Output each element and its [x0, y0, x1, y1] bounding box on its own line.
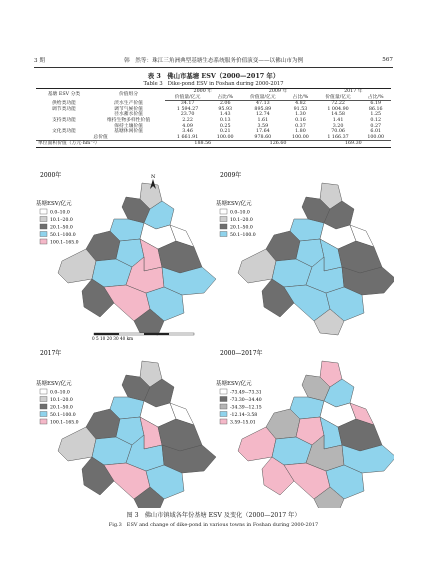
table-cell: 调节类功能	[51, 106, 76, 112]
table-cell: 保持土壤价值	[114, 123, 143, 129]
table-cell: 0.16	[295, 117, 306, 123]
map-legend	[36, 379, 79, 425]
running-title: 韩 然等：珠江三角洲典型基塘生态系统服务价值演变——以佛山市为例	[124, 58, 304, 64]
total-label: 总价值	[36, 135, 165, 141]
table-title-en: Table 3 Dike-pond ESV in Foshan during 2000-2017	[143, 81, 284, 87]
table-cell: 4.09	[182, 123, 193, 129]
table-cell: 1.30	[295, 112, 306, 118]
map-legend	[216, 379, 262, 425]
table-cell: 0.27	[370, 123, 382, 129]
running-header	[34, 55, 393, 65]
table-cell: 基塘休闲价值	[114, 129, 143, 135]
table-cell: 978.60	[240, 135, 285, 141]
legend-label: 10.1–20.0	[230, 217, 253, 223]
table-cell: 2.06	[219, 101, 231, 107]
legend-swatch	[220, 224, 227, 229]
table-cell: 2.22	[182, 117, 193, 123]
table-cell: 1.61	[257, 117, 269, 123]
col-value: 价值量/亿元	[165, 95, 210, 101]
col-share: 占比/%	[360, 95, 391, 101]
map-title: 2017年	[40, 350, 62, 357]
table-title-zh: 表 3 佛山市基塘 ESV（2000—2017 年）	[147, 72, 280, 80]
legend-swatch	[220, 412, 227, 417]
legend-label: 0.0–10.0	[50, 210, 70, 216]
issue-label: 3 期	[34, 58, 45, 64]
esv-table	[36, 88, 391, 148]
town-polygons	[58, 183, 216, 335]
legend-swatch	[220, 209, 227, 214]
legend-swatch	[40, 239, 47, 244]
legend-swatch	[40, 397, 47, 402]
legend-swatch	[40, 419, 47, 424]
table-cell: 1 004.90	[327, 106, 349, 112]
col-2009: 2009 年	[240, 89, 315, 95]
legend-swatch	[40, 209, 47, 214]
table-cell: 100.00	[360, 135, 391, 141]
legend-swatch	[40, 389, 47, 394]
table-cell: 72.22	[331, 101, 345, 107]
figure-caption-en: Fig.3 ESV and change of dike-pond in various towns in Foshan during 2000-2017	[108, 522, 319, 528]
table-cell: 3.59	[257, 123, 269, 129]
table-cell: 1.80	[295, 129, 306, 135]
table-cell: 3.46	[182, 129, 193, 135]
map-title: 2009年	[220, 172, 242, 179]
legend-swatch	[40, 412, 47, 417]
map-legend	[36, 199, 79, 245]
table-cell: 895.89	[254, 106, 272, 112]
legend-swatch	[40, 404, 47, 409]
table-cell: 14.58	[331, 112, 345, 118]
col-share: 占比/%	[210, 95, 240, 101]
table-cell: 供给类功能	[51, 100, 76, 106]
table-cell: 径水蓄水价值	[114, 112, 143, 118]
legend-label: 100.1–165.0	[50, 420, 79, 426]
town-polygons	[58, 361, 216, 508]
table-cell: 47.13	[255, 101, 270, 107]
legend-label: 10.1–20.0	[50, 397, 73, 403]
legend-swatch	[220, 397, 227, 402]
legend-label: 20.1–50.0	[50, 405, 73, 411]
map-figure	[34, 165, 394, 508]
legend-title: 基塘ESV/亿元	[36, 381, 72, 387]
legend-swatch	[220, 419, 227, 424]
map-panel	[216, 171, 394, 335]
table-cell: 3.20	[332, 123, 344, 129]
legend-label: -73.30–-34.40	[230, 397, 262, 403]
legend-label: 50.1–100.0	[50, 232, 76, 238]
legend-label: 100.1–165.0	[50, 240, 79, 246]
table-cell: 23.70	[180, 112, 195, 118]
table-cell: 调节气候价值	[114, 106, 143, 112]
legend-title: 基塘ESV/亿元	[216, 201, 252, 207]
legend-title: 基塘ESV/亿元	[36, 201, 72, 207]
legend-label: -73.49–-73.31	[230, 390, 262, 396]
legend-swatch	[220, 217, 227, 222]
col-component: 价值组分	[92, 89, 165, 101]
town-polygons	[238, 183, 394, 335]
map-panel	[36, 171, 216, 341]
table-cell: 86.16	[368, 106, 383, 112]
table-cell: 0.25	[219, 123, 231, 129]
table-cell: 4.82	[295, 101, 306, 107]
legend-swatch	[220, 404, 227, 409]
legend-label: 20.1–50.0	[230, 225, 253, 231]
legend-label: -34.39–-12.15	[230, 405, 262, 411]
table-cell: 1.25	[370, 112, 382, 118]
table-cell: 1.41	[332, 117, 344, 123]
table-cell: 17.64	[255, 129, 270, 135]
figure-caption-zh: 图 3 佛山市镇域各年份基塘 ESV 及变化（2000—2017 年）	[126, 512, 301, 519]
col-type: 基塘 ESV 分类	[36, 89, 92, 101]
map-legend	[216, 199, 256, 238]
legend-label: 50.1–100.0	[50, 412, 76, 418]
table-cell: 34.17	[180, 101, 195, 107]
legend-label: 0.0–10.0	[230, 210, 250, 216]
table-cell: 0.21	[219, 129, 231, 135]
legend-swatch	[220, 389, 227, 394]
col-2017: 2017 年	[316, 89, 391, 95]
town-region	[58, 249, 96, 283]
town-region	[238, 249, 276, 283]
table-unit-row	[36, 141, 391, 148]
map-panel	[36, 349, 216, 508]
table-cell: 淡水生产价值	[114, 100, 143, 106]
table-cell: 1 166.37	[316, 135, 361, 141]
legend-label: 50.1–100.0	[230, 232, 256, 238]
legend-label: 20.1–50.0	[50, 225, 73, 231]
table-cell: 91.53	[293, 106, 308, 112]
table-cell: 70.06	[331, 129, 345, 135]
table-cell: 95.93	[218, 106, 233, 112]
legend-label: 0.0–10.0	[50, 390, 70, 396]
table-cell: 169.30	[316, 141, 391, 148]
table-cell: 支持类功能	[51, 117, 76, 123]
table-cell: 文化类功能	[51, 129, 76, 135]
town-polygons	[238, 361, 394, 508]
north-label: N	[151, 174, 156, 180]
table-cell: 6.01	[370, 129, 382, 135]
legend-label: 10.1–20.0	[50, 217, 73, 223]
table-cell: 0.12	[370, 117, 382, 123]
map-panel	[216, 349, 394, 508]
table-cell: 6.19	[370, 101, 382, 107]
table-cell: 0.37	[295, 123, 306, 129]
scale-label: 0 5 10 20 30 40 km	[92, 336, 134, 341]
legend-swatch	[220, 232, 227, 237]
table-cell: 12.74	[255, 112, 270, 118]
legend-swatch	[40, 232, 47, 237]
legend-title: 基塘ESV/亿元	[216, 381, 252, 387]
town-region	[58, 427, 96, 461]
town-region	[238, 427, 276, 461]
col-value: 价值量/亿元	[316, 95, 361, 101]
header-rule	[34, 67, 393, 68]
legend-label: 3.59–15.01	[230, 420, 256, 426]
table-body	[36, 101, 391, 135]
table-cell: 188.56	[165, 141, 240, 148]
table-cell: 维持生物多样性价值	[106, 117, 151, 123]
table-cell: 1 661.91	[165, 135, 210, 141]
table-cell: 1 594.27	[176, 106, 199, 112]
col-share: 占比/%	[285, 95, 315, 101]
legend-label: -12.14–3.58	[230, 412, 258, 418]
legend-swatch	[40, 217, 47, 222]
legend-swatch	[40, 224, 47, 229]
table-cell: 0.13	[219, 117, 231, 123]
col-2000: 2000 年	[165, 89, 240, 95]
table-cell: 100.00	[285, 135, 315, 141]
map-title: 2000—2017年	[220, 350, 263, 357]
page-number: 567	[382, 57, 393, 63]
table-cell: 100.00	[210, 135, 240, 141]
col-value: 价值量/亿元	[240, 95, 285, 101]
table-cell: 126.60	[240, 141, 315, 148]
scale-bar	[92, 333, 194, 341]
map-title: 2000年	[40, 172, 62, 179]
table-cell: 1.43	[219, 112, 231, 118]
unit-label: 单位面积价值（万元·hm⁻²）	[36, 141, 165, 148]
